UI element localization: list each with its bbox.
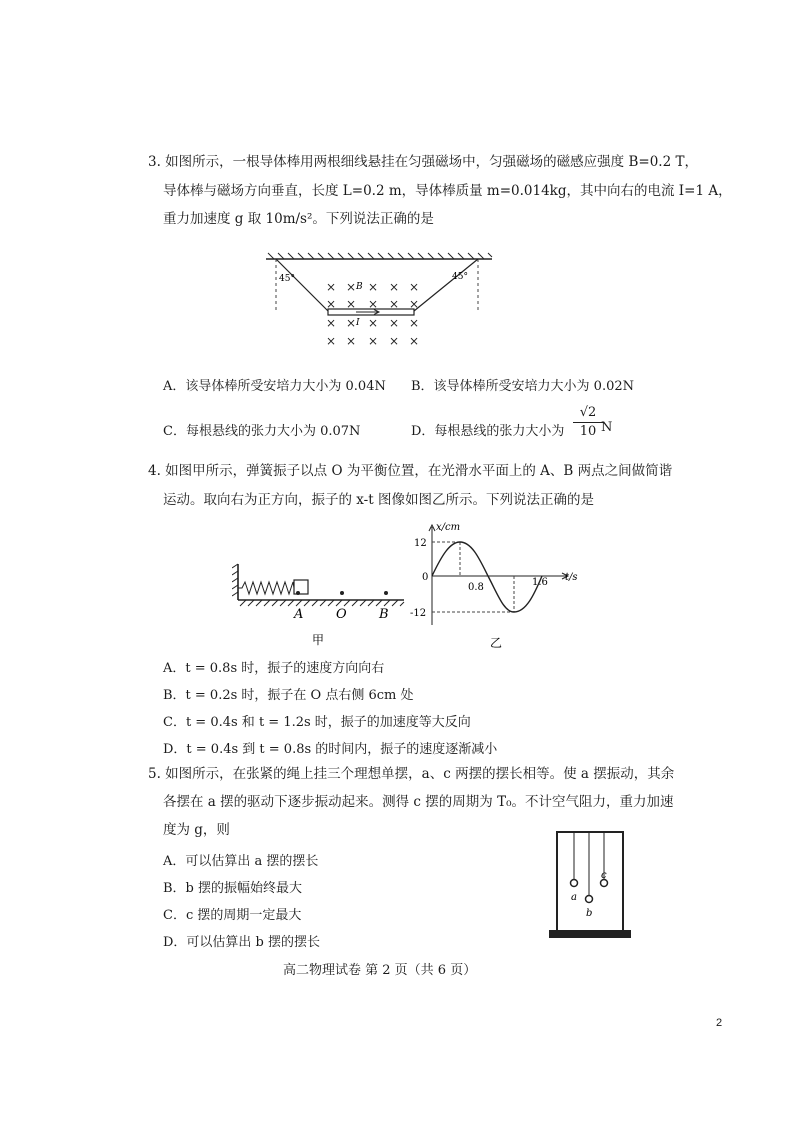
q3-option-d-unit: N bbox=[601, 420, 613, 435]
q3-option-d-prefix: D．每根悬线的张力大小为 bbox=[411, 424, 565, 439]
svg-text:×: × bbox=[346, 280, 357, 294]
point-b-label: B bbox=[379, 607, 389, 622]
t-tick-0-8: 0.8 bbox=[468, 582, 484, 593]
y-tick-neg12: -12 bbox=[410, 608, 427, 619]
q3-stem-line3: 重力加速度 g 取 10m/s²。下列说法正确的是 bbox=[163, 211, 434, 227]
q3-stem-line1: 3. 如图所示，一根导体棒用两根细线悬挂在匀强磁场中，匀强磁场的磁感应强度 B=0.2 T， bbox=[148, 154, 698, 170]
q5-stem-line3: 度为 g，则 bbox=[163, 822, 230, 838]
svg-text:×: × bbox=[409, 334, 420, 348]
left-angle-label: 45° bbox=[279, 274, 295, 284]
svg-text:×: × bbox=[368, 334, 379, 348]
svg-text:×: × bbox=[326, 334, 337, 348]
y-axis-label: x/cm bbox=[436, 522, 461, 533]
q5-stem-line2: 各摆在 a 摆的驱动下逐步振动起来。测得 c 摆的周期为 T₀。不计空气阻力，重力加速 bbox=[163, 794, 674, 810]
point-o-dot bbox=[340, 591, 344, 595]
ceiling bbox=[266, 253, 492, 259]
q5-option-d: D．可以估算出 b 摆的摆长 bbox=[163, 935, 321, 950]
q4-spring-figure bbox=[232, 560, 412, 650]
q3-stem-line2: 导体棒与磁场方向垂直，长度 L=0.2 m，导体棒质量 m=0.014kg，其中向右的电流 I=1 A， bbox=[163, 183, 732, 199]
svg-text:×: × bbox=[346, 334, 357, 348]
right-thread bbox=[414, 259, 478, 311]
t-axis-label: t/s bbox=[565, 572, 578, 583]
pendulum-b-bob bbox=[586, 896, 593, 903]
figure-caption-jia: 甲 bbox=[312, 633, 325, 647]
q5-pendulum-figure bbox=[545, 826, 637, 944]
q3-option-d bbox=[411, 420, 564, 439]
svg-text:×: × bbox=[368, 297, 379, 311]
pendulum-a-bob bbox=[571, 880, 578, 887]
sine-curve bbox=[432, 542, 542, 612]
svg-text:×: × bbox=[346, 297, 357, 311]
fraction-numerator: √2 bbox=[573, 404, 603, 423]
page-footer: 高二物理试卷 第 2 页（共 6 页） bbox=[283, 963, 477, 978]
page-number: 2 bbox=[716, 1017, 723, 1029]
y-tick-12: 12 bbox=[414, 538, 427, 549]
frame-base bbox=[549, 930, 631, 938]
q3-option-a: A．该导体棒所受安培力大小为 0.04N bbox=[163, 379, 386, 394]
spring bbox=[238, 582, 296, 594]
q4-option-d: D．t = 0.4s 到 t = 0.8s 的时间内，振子的速度逐渐减小 bbox=[163, 742, 498, 757]
origin-label: 0 bbox=[422, 572, 429, 583]
svg-text:×: × bbox=[389, 316, 400, 330]
figure-caption-yi: 乙 bbox=[490, 636, 503, 650]
current-label: I bbox=[356, 318, 360, 328]
q4-option-c: C．t = 0.4s 和 t = 1.2s 时，振子的加速度等大反向 bbox=[163, 715, 471, 730]
q4-stem-line1: 4. 如图甲所示，弹簧振子以点 O 为平衡位置，在光滑水平面上的 A、B 两点之间做简谐 bbox=[148, 463, 673, 479]
svg-text:×: × bbox=[389, 334, 400, 348]
svg-text:×: × bbox=[389, 297, 400, 311]
q3-figure bbox=[260, 245, 500, 355]
svg-text:×: × bbox=[409, 297, 420, 311]
q3-option-b: B．该导体棒所受安培力大小为 0.02N bbox=[411, 379, 635, 394]
svg-text:×: × bbox=[326, 297, 337, 311]
q5-option-b: B．b 摆的振幅始终最大 bbox=[163, 881, 303, 896]
q4-option-b: B．t = 0.2s 时，振子在 O 点右侧 6cm 处 bbox=[163, 688, 414, 703]
fraction-denominator: 10 bbox=[579, 424, 597, 439]
q5-stem-line1: 5. 如图所示，在张紧的绳上挂三个理想单摆，a、c 两摆的摆长相等。使 a 摆振动，其余 bbox=[148, 766, 675, 782]
q5-option-a: A．可以估算出 a 摆的摆长 bbox=[163, 854, 319, 869]
q4-stem-line2: 运动。取向右为正方向，振子的 x-t 图像如图乙所示。下列说法正确的是 bbox=[163, 492, 594, 508]
svg-text:×: × bbox=[409, 316, 420, 330]
point-a-label: A bbox=[294, 607, 304, 622]
b-field-label: B bbox=[356, 282, 363, 292]
svg-text:×: × bbox=[389, 280, 400, 294]
svg-text:×: × bbox=[326, 316, 337, 330]
pendulum-a-label: a bbox=[571, 892, 577, 903]
svg-text:×: × bbox=[368, 280, 379, 294]
svg-text:×: × bbox=[326, 280, 337, 294]
point-a-dot bbox=[296, 591, 300, 595]
pendulum-b-label: b bbox=[586, 908, 593, 919]
svg-text:×: × bbox=[346, 316, 357, 330]
pendulum-c-label: c bbox=[601, 870, 607, 881]
svg-text:×: × bbox=[368, 316, 379, 330]
t-tick-1-6: 1.6 bbox=[532, 577, 548, 588]
q4-xt-graph bbox=[410, 515, 590, 655]
q3-option-c: C．每根悬线的张力大小为 0.07N bbox=[163, 424, 361, 439]
point-o-label: O bbox=[336, 607, 347, 622]
q5-option-c: C．c 摆的周期一定最大 bbox=[163, 908, 302, 923]
q3-option-d-fraction bbox=[573, 404, 603, 441]
right-angle-label: 45° bbox=[452, 272, 468, 282]
left-thread bbox=[276, 259, 328, 311]
q4-option-a: A．t = 0.8s 时，振子的速度方向向右 bbox=[163, 661, 385, 676]
oscillator-block bbox=[294, 580, 308, 594]
point-b-dot bbox=[384, 591, 388, 595]
svg-text:×: × bbox=[409, 280, 420, 294]
